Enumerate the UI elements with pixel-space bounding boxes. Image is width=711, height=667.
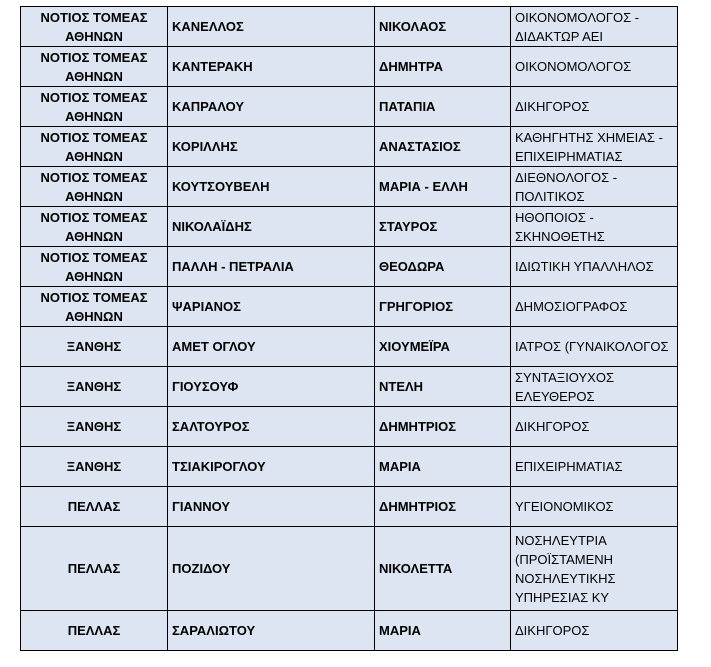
occupation-cell: ΕΠΙΧΕΙΡΗΜΑΤΙΑΣ	[511, 447, 678, 487]
occupation-cell: ΟΙΚΟΝΟΜΟΛΟΓΟΣ	[511, 47, 678, 87]
surname-cell: ΤΣΙΑΚΙΡΟΓΛΟΥ	[168, 447, 375, 487]
first-name-cell: ΝΤΕΛΗ	[375, 367, 511, 407]
first-name-cell: ΜΑΡΙΑ	[375, 447, 511, 487]
table-row	[21, 327, 678, 367]
first-name-cell: ΝΙΚΟΛΑΟΣ	[375, 7, 511, 47]
candidates-table	[20, 6, 678, 651]
table-row	[21, 367, 678, 407]
table-row	[21, 527, 678, 611]
occupation-cell: ΙΑΤΡΟΣ (ΓΥΝΑΙΚΟΛΟΓΟΣ	[511, 327, 678, 367]
table-row	[21, 407, 678, 447]
first-name-cell: ΔΗΜΗΤΡΙΟΣ	[375, 487, 511, 527]
first-name-cell: ΝΙΚΟΛΕΤΤΑ	[375, 527, 511, 611]
table-row	[21, 47, 678, 87]
first-name-cell: ΑΝΑΣΤΑΣΙΟΣ	[375, 127, 511, 167]
region-cell: ΞΑΝΘΗΣ	[21, 447, 168, 487]
surname-cell: ΠΟΖΙΔΟΥ	[168, 527, 375, 611]
first-name-cell: ΧΙΟΥΜΕΪΡΑ	[375, 327, 511, 367]
region-cell: ΠΕΛΛΑΣ	[21, 487, 168, 527]
region-cell: ΝΟΤΙΟΣ ΤΟΜΕΑΣ ΑΘΗΝΩΝ	[21, 167, 168, 207]
surname-cell: ΓΙΟΥΣΟΥΦ	[168, 367, 375, 407]
table-row	[21, 611, 678, 651]
table-row	[21, 207, 678, 247]
region-cell: ΠΕΛΛΑΣ	[21, 527, 168, 611]
surname-cell: ΓΙΑΝΝΟΥ	[168, 487, 375, 527]
region-cell: ΝΟΤΙΟΣ ΤΟΜΕΑΣ ΑΘΗΝΩΝ	[21, 247, 168, 287]
region-cell: ΞΑΝΘΗΣ	[21, 407, 168, 447]
surname-cell: ΨΑΡΙΑΝΟΣ	[168, 287, 375, 327]
region-cell: ΝΟΤΙΟΣ ΤΟΜΕΑΣ ΑΘΗΝΩΝ	[21, 287, 168, 327]
surname-cell: ΚΑΝΤΕΡΑΚΗ	[168, 47, 375, 87]
candidates-document	[20, 6, 678, 651]
first-name-cell: ΓΡΗΓΟΡΙΟΣ	[375, 287, 511, 327]
surname-cell: ΚΟΡΙΛΛΗΣ	[168, 127, 375, 167]
first-name-cell: ΘΕΟΔΩΡΑ	[375, 247, 511, 287]
table-row	[21, 247, 678, 287]
table-row	[21, 167, 678, 207]
first-name-cell: ΜΑΡΙΑ - ΕΛΛΗ	[375, 167, 511, 207]
region-cell: ΝΟΤΙΟΣ ΤΟΜΕΑΣ ΑΘΗΝΩΝ	[21, 87, 168, 127]
region-cell: ΝΟΤΙΟΣ ΤΟΜΕΑΣ ΑΘΗΝΩΝ	[21, 7, 168, 47]
surname-cell: ΝΙΚΟΛΑΪΔΗΣ	[168, 207, 375, 247]
table-row	[21, 87, 678, 127]
table-row	[21, 287, 678, 327]
region-cell: ΞΑΝΘΗΣ	[21, 327, 168, 367]
table-row	[21, 487, 678, 527]
surname-cell: ΣΑΡΑΛΙΩΤΟΥ	[168, 611, 375, 651]
occupation-cell: ΙΔΙΩΤΙΚΗ ΥΠΑΛΛΗΛΟΣ	[511, 247, 678, 287]
surname-cell: ΚΑΠΡΑΛΟΥ	[168, 87, 375, 127]
region-cell: ΠΕΛΛΑΣ	[21, 611, 168, 651]
occupation-cell: ΔΙΕΘΝΟΛΟΓΟΣ - ΠΟΛΙΤΙΚΟΣ	[511, 167, 678, 207]
table-row	[21, 7, 678, 47]
occupation-cell: ΣΥΝΤΑΞΙΟΥΧΟΣ ΕΛΕΥΘΕΡΟΣ	[511, 367, 678, 407]
occupation-cell: ΔΙΚΗΓΟΡΟΣ	[511, 87, 678, 127]
table-row	[21, 447, 678, 487]
first-name-cell: ΔΗΜΗΤΡΙΟΣ	[375, 407, 511, 447]
surname-cell: ΚΟΥΤΣΟΥΒΕΛΗ	[168, 167, 375, 207]
occupation-cell: ΔΗΜΟΣΙΟΓΡΑΦΟΣ	[511, 287, 678, 327]
region-cell: ΞΑΝΘΗΣ	[21, 367, 168, 407]
region-cell: ΝΟΤΙΟΣ ΤΟΜΕΑΣ ΑΘΗΝΩΝ	[21, 127, 168, 167]
surname-cell: ΠΑΛΛΗ - ΠΕΤΡΑΛΙΑ	[168, 247, 375, 287]
first-name-cell: ΔΗΜΗΤΡΑ	[375, 47, 511, 87]
first-name-cell: ΣΤΑΥΡΟΣ	[375, 207, 511, 247]
occupation-cell: ΗΘΟΠΟΙΟΣ - ΣΚΗΝΟΘΕΤΗΣ	[511, 207, 678, 247]
surname-cell: ΚΑΝΕΛΛΟΣ	[168, 7, 375, 47]
first-name-cell: ΜΑΡΙΑ	[375, 611, 511, 651]
occupation-cell: ΚΑΘΗΓΗΤΗΣ ΧΗΜΕΙΑΣ - ΕΠΙΧΕΙΡΗΜΑΤΙΑΣ	[511, 127, 678, 167]
first-name-cell: ΠΑΤΑΠΙΑ	[375, 87, 511, 127]
surname-cell: ΑΜΕΤ ΟΓΛΟΥ	[168, 327, 375, 367]
occupation-cell: ΥΓΕΙΟΝΟΜΙΚΟΣ	[511, 487, 678, 527]
region-cell: ΝΟΤΙΟΣ ΤΟΜΕΑΣ ΑΘΗΝΩΝ	[21, 207, 168, 247]
occupation-cell: ΝΟΣΗΛΕΥΤΡΙΑ (ΠΡΟΪΣΤΑΜΕΝΗ ΝΟΣΗΛΕΥΤΙΚΗΣ ΥΠΗΡΕΣΙΑΣ ΚΥ	[511, 527, 678, 611]
occupation-cell: ΟΙΚΟΝΟΜΟΛΟΓΟΣ - ΔΙΔΑΚΤΩΡ ΑΕΙ	[511, 7, 678, 47]
region-cell: ΝΟΤΙΟΣ ΤΟΜΕΑΣ ΑΘΗΝΩΝ	[21, 47, 168, 87]
occupation-cell: ΔΙΚΗΓΟΡΟΣ	[511, 407, 678, 447]
table-row	[21, 127, 678, 167]
surname-cell: ΣΑΛΤΟΥΡΟΣ	[168, 407, 375, 447]
occupation-cell: ΔΙΚΗΓΟΡΟΣ	[511, 611, 678, 651]
